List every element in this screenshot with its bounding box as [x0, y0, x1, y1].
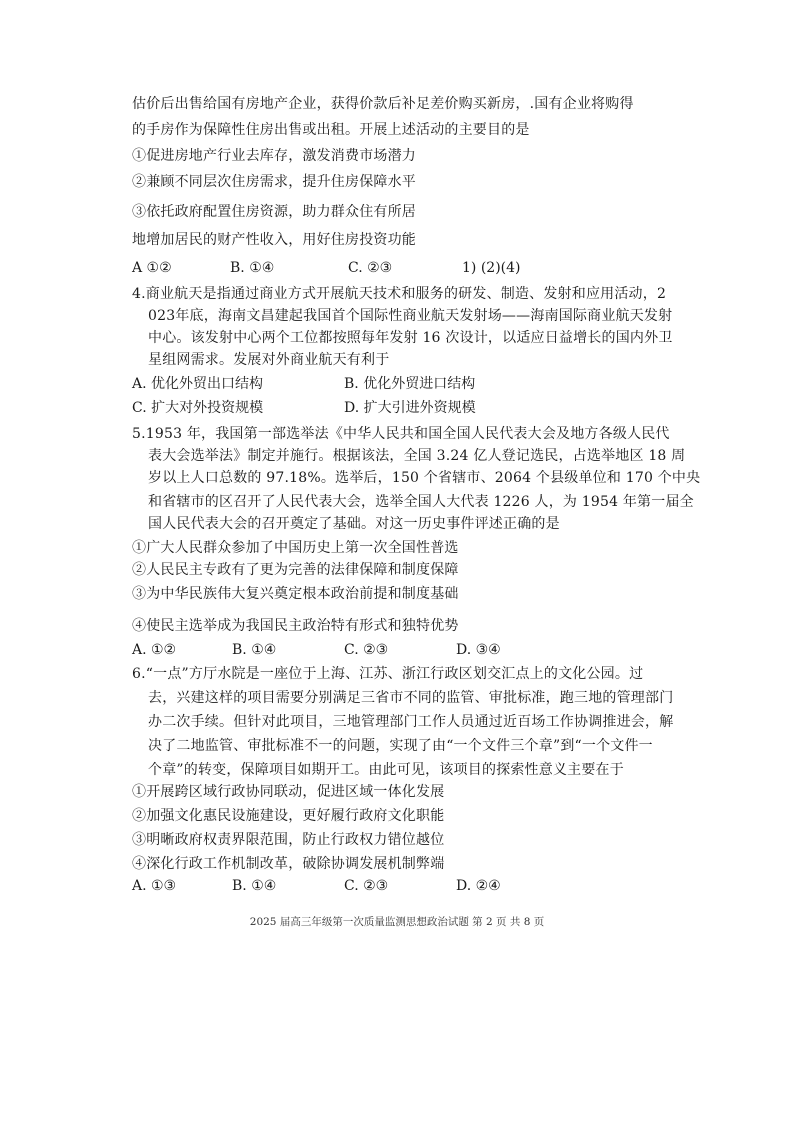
q3-stem-line-2: 的手房作为保障性住房出售或出租。开展上述活动的主要目的是 [132, 122, 530, 138]
q5-stem-line-1: 5.1953 年，我国第一部选举法《中华人民共和国全国人民代表大会及地方各级人民代 [132, 426, 670, 442]
q4-option-c: C. 扩大对外投资规模 [132, 400, 264, 416]
page-footer: 2025 届高三年级第一次质量监测思想政治试题 第 2 页 共 8 页 [249, 916, 545, 928]
q3-option-b: B. ①④ [230, 260, 275, 276]
q6-option-c: C. ②③ [344, 878, 389, 894]
q3-item-4: 地增加居民的财产性收入，用好住房投资功能 [132, 232, 416, 248]
q6-item-2: ②加强文化惠民设施建设，更好履行政府文化职能 [132, 808, 445, 824]
q6-stem-line-2: 去，兴建这样的项目需要分别满足三省市不同的监管、审批标准，跑三地的管理部门 [148, 690, 674, 706]
q5-item-1: ①广大人民群众参加了中国历史上第一次全国性普选 [132, 540, 459, 556]
q5-stem-line-5: 国人民代表大会的召开奠定了基础。对这一历史事件评述正确的是 [148, 516, 560, 532]
q4-stem-line-3: 中心。该发射中心两个工位都按照每年发射 16 次设计，以适应日益增长的国内外卫 [148, 330, 673, 346]
q3-option-a: A ①② [132, 260, 172, 276]
q3-item-1: ①促进房地产行业去库存，激发消费市场潜力 [132, 148, 416, 164]
q4-stem-line-4: 星组网需求。发展对外商业航天有利于 [148, 352, 390, 368]
q4-option-b: B. 优化外贸进口结构 [344, 376, 476, 392]
q6-stem-line-3: 办二次手续。但针对此项目，三地管理部门工作人员通过近百场工作协调推进会，解 [148, 714, 674, 730]
q6-stem-line-1: 6.“一点”方厅水院是一座位于上海、江苏、浙江行政区划交汇点上的文化公园。过 [132, 666, 644, 682]
q6-item-1: ①开展跨区域行政协同联动，促进区域一体化发展 [132, 784, 445, 800]
q3-item-2: ②兼顾不同层次住房需求，提升住房保障水平 [132, 174, 416, 190]
q5-item-3: ③为中华民族伟大复兴奠定根本政治前提和制度基础 [132, 586, 459, 602]
q3-option-d: 1) (2)(4) [462, 260, 521, 276]
q6-stem-line-5: 个章”的转变，保障项目如期开工。由此可见，该项目的探索性意义主要在于 [148, 762, 624, 778]
q4-stem-line-1: 4.商业航天是指通过商业方式开展航天技术和服务的研发、制造、发射和应用活动，2 [132, 286, 667, 302]
q6-option-d: D. ②④ [456, 878, 501, 894]
q3-item-3: ③依托政府配置住房资源，助力群众住有所居 [132, 204, 416, 220]
q5-stem-line-2: 表大会选举法》制定并施行。根据该法，全国 3.24 亿人登记选民，占选举地区 18 周 [148, 448, 686, 464]
q6-item-4: ④深化行政工作机制改革，破除协调发展机制弊端 [132, 856, 445, 872]
q3-stem-line-1: 估价后出售给国有房地产企业，获得价款后补足差价购买新房，.国有企业将购得 [132, 96, 634, 112]
q5-stem-line-3: 岁以上人口总数的 97.18%。选举后，150 个省辖市、2064 个县级单位和 170 个中央 [148, 470, 701, 486]
q4-stem-line-2: 023年底，海南文昌建起我国首个国际性商业航天发射场——海南国际商业航天发射 [148, 308, 673, 324]
q4-option-d: D. 扩大引进外资规模 [344, 400, 476, 416]
q5-item-2: ②人民民主专政有了更为完善的法律保障和制度保障 [132, 562, 459, 578]
q6-option-a: A. ①③ [132, 878, 177, 894]
q5-option-c: C. ②③ [344, 642, 389, 658]
q5-option-a: A. ①② [132, 642, 177, 658]
q5-option-d: D. ③④ [456, 642, 501, 658]
q5-stem-line-4: 和省辖市的区召开了人民代表大会，选举全国人大代表 1226 人，为 1954 年第一届全 [148, 494, 694, 510]
q4-option-a: A. 优化外贸出口结构 [132, 376, 264, 392]
q5-item-4: ④使民主选举成为我国民主政治特有形式和独特优势 [132, 618, 459, 634]
q6-stem-line-4: 决了二地监管、审批标准不一的问题，实现了由“一个文件三个章”到“一个文件一 [148, 738, 653, 754]
q3-option-c: C. ②③ [348, 260, 393, 276]
q6-option-b: B. ①④ [232, 878, 277, 894]
q6-item-3: ③明晰政府权责界限范围，防止行政权力错位越位 [132, 832, 445, 848]
q5-option-b: B. ①④ [232, 642, 277, 658]
